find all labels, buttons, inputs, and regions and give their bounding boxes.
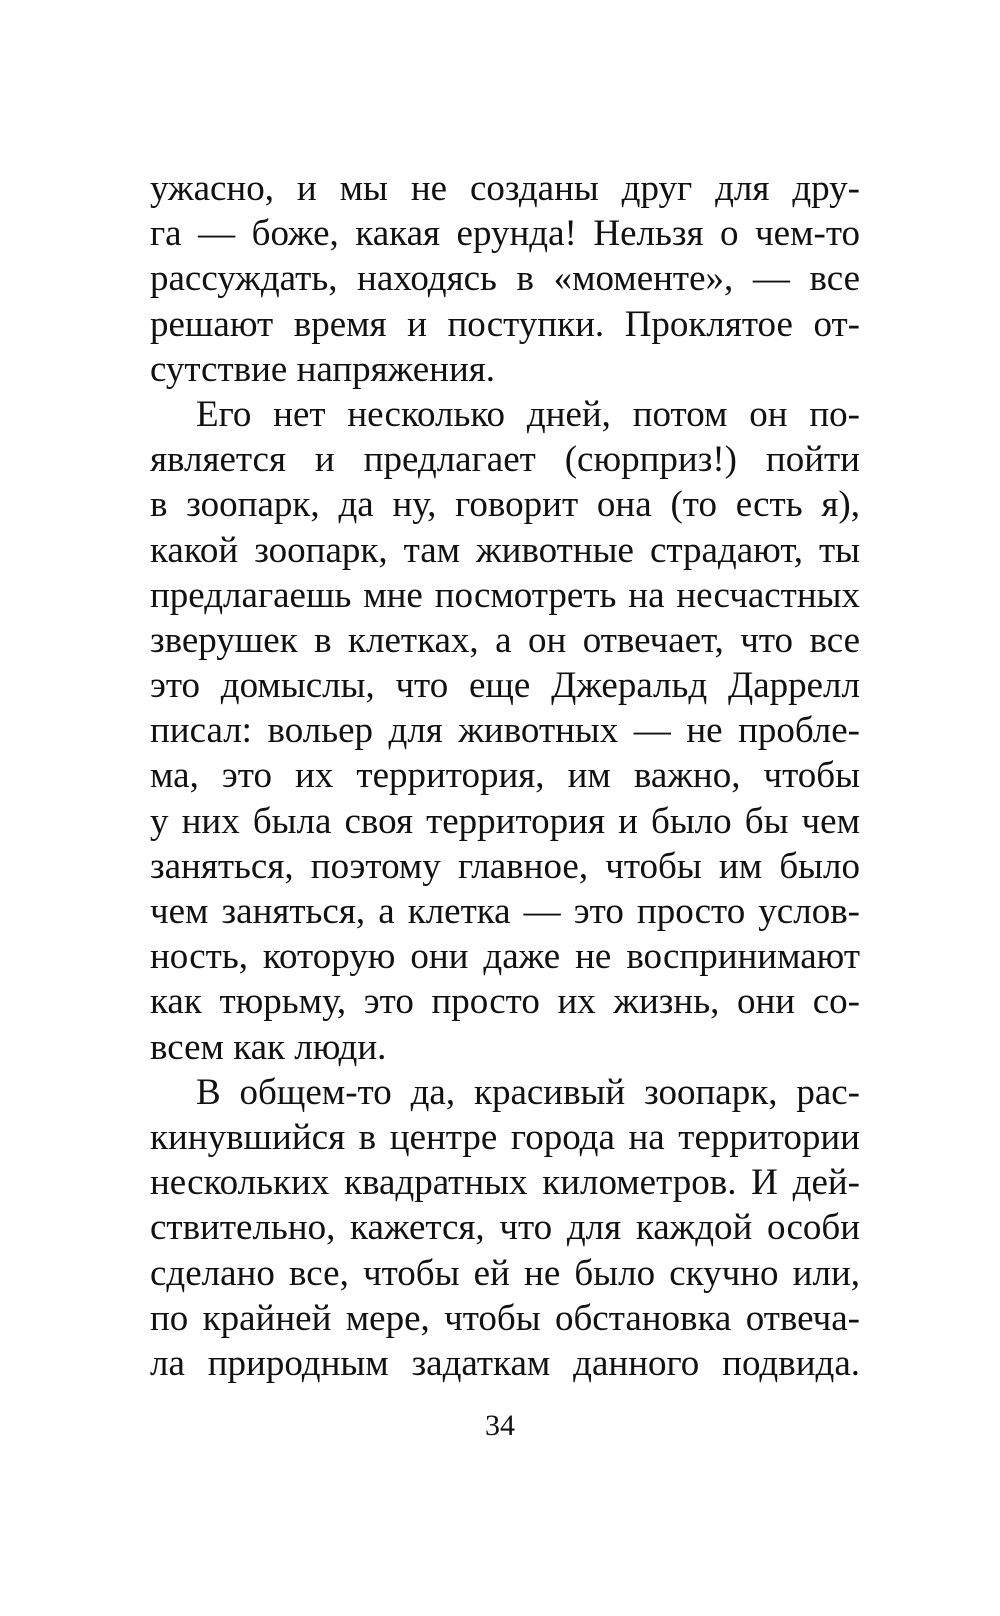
text-line: решают время и поступки. Проклятое от- [150, 303, 860, 345]
page-number: 34 [485, 1409, 515, 1442]
text-line: в зоопарк, да ну, говорит она (то есть я), [150, 484, 860, 526]
text-line: ужасно, и мы не созданы друг для дру- [150, 168, 860, 209]
text-line: га — боже, какая ерунда! Нельзя о чем-то [150, 213, 860, 255]
text-line: сделано все, чтобы ей не было скучно или, [150, 1252, 860, 1294]
text-line: рассуждать, находясь в «моменте», — все [150, 258, 860, 300]
text-line: как тюрьму, это просто их жизнь, они со- [150, 981, 860, 1023]
text-line: сутствие напряжения. [150, 348, 496, 390]
text-line: ма, это их территория, им важно, чтобы [150, 755, 860, 797]
text-line: является и предлагает (сюрприз!) пойти [150, 439, 860, 481]
text-line: ствительно, кажется, что для каждой особи [150, 1207, 860, 1249]
text-line: у них была своя территория и было бы чем [150, 800, 860, 842]
body-text [150, 166, 860, 1386]
text-line: нескольких квадратных километров. И дей- [150, 1162, 860, 1204]
text-line: ла природным задаткам данного подвида. [150, 1342, 860, 1384]
paragraph-first-line: В общем-то да, красивый зоопарк, рас- [196, 1071, 860, 1113]
text-line: всем как люди. [150, 1026, 387, 1068]
text-line: ность, которую они даже не воспринимают [150, 936, 860, 978]
text-line: какой зоопарк, там животные страдают, ты [150, 529, 860, 571]
text-line: зверушек в клетках, а он отвечает, что все [150, 619, 860, 661]
text-line: предлагаешь мне посмотреть на несчастных [150, 574, 860, 616]
text-line: это домыслы, что еще Джеральд Даррелл [150, 665, 860, 707]
paragraph-first-line: Его нет несколько дней, потом он по- [196, 393, 860, 435]
text-line: чем заняться, а клетка — это просто услов- [150, 891, 860, 932]
text-line: кинувшийся в центре города на территории [150, 1116, 860, 1158]
text-line: писал: вольер для животных — не пробле- [150, 710, 860, 752]
text-line: заняться, поэтому главное, чтобы им было [150, 845, 860, 887]
text-line: по крайней мере, чтобы обстановка отвеча- [150, 1297, 860, 1339]
